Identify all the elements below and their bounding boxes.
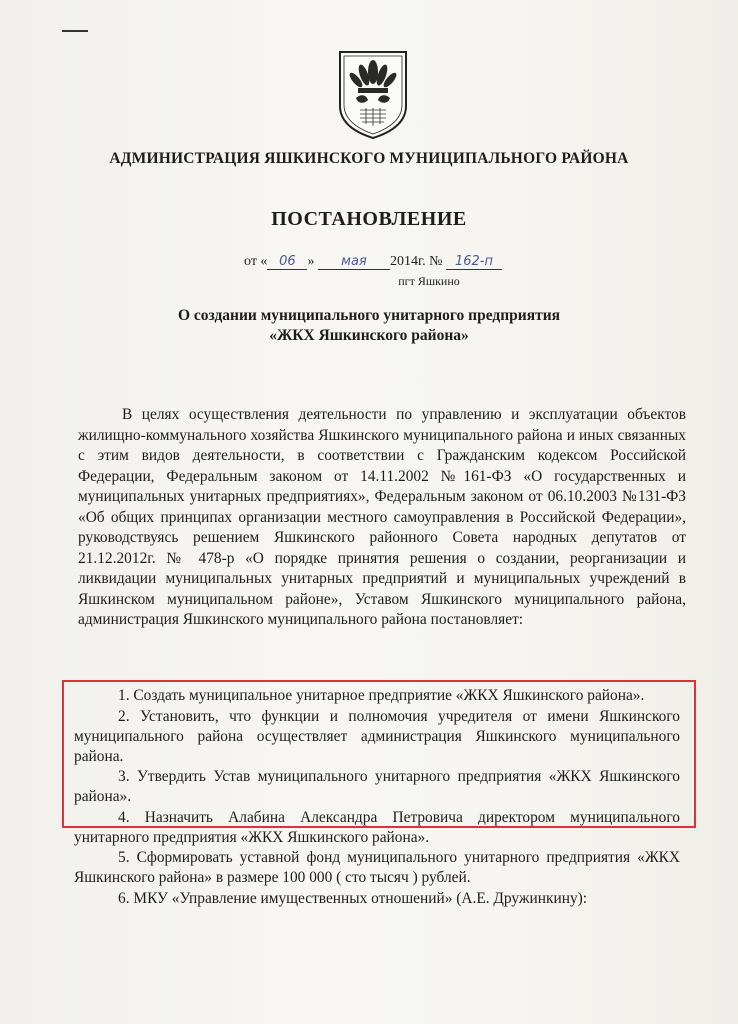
document-subject <box>0 306 738 346</box>
date-prefix: от « <box>244 254 268 269</box>
document-type-title: ПОСТАНОВЛЕНИЕ <box>271 208 467 230</box>
item-5: 5. Сформировать уставной фонд муниципального унитарного предприятия «ЖКХ Яшкинского района» в размере 100 000 ( сто тысяч ) рублей. <box>74 849 680 886</box>
date-day: 06 <box>267 254 307 270</box>
item-4: 4. Назначить Алабина Александра Петровича директором муниципального унитарного предприятия «ЖКХ Яшкинского района». <box>74 808 680 846</box>
corner-mark <box>62 30 88 32</box>
subject-line-1: О создании муниципального унитарного предприятия <box>177 307 561 324</box>
date-number-line <box>244 254 502 270</box>
place-of-issue: пгт Яшкино <box>398 274 460 288</box>
coat-of-arms-emblem <box>334 48 412 140</box>
preamble-block <box>78 405 686 631</box>
item-3: 3. Утвердить Устав муниципального унитарного предприятия «ЖКХ Яшкинского района». <box>74 768 680 805</box>
item-1: 1. Создать муниципальное унитарное предприятие «ЖКХ Яшкинского района». <box>118 687 645 704</box>
highlight-box <box>62 680 696 828</box>
subject-line-2: «ЖКХ Яшкинского района» <box>269 327 469 344</box>
date-separator: » <box>307 254 315 269</box>
preamble-paragraph: В целях осуществления деятельности по управлению и эксплуатации объектов жилищно-коммунального хозяйства Яшкинского муниципального района и иных связанных с этим видов деятельности, в соответствии с Гражданским кодексом Российской Федерации, Федеральным законом от 14.11.2002 №161-ФЗ «О государственных и муниципальных унитарных предприятиях», Федеральным законом от 06.10.2003 №131-ФЗ «Об общих принципах организации местного самоуправления в Российской Федерации», руководствуясь решением Яшкинского районного Совета народных депутатов от 21.12.2012г. № 478-р «О порядке принятия решения о создании, реорганизации и ликвидации муниципальных унитарных предприятий и муниципальных учреждений в Яшкинском муниципальном районе», Уставом Яшкинского муниципального района, администрация Яшкинского муниципального района постановляет: <box>78 406 686 628</box>
date-year: 2014г. № <box>389 254 443 269</box>
document-number: 162-п <box>446 254 502 270</box>
organization-title: АДМИНИСТРАЦИЯ ЯШКИНСКОГО МУНИЦИПАЛЬНОГО РАЙОНА <box>109 150 629 167</box>
item-2: 2. Установить, что функции и полномочия учредителя от имени Яшкинского муниципального района осуществляет администрация Яшкинского муниципального района. <box>74 707 680 765</box>
date-month: мая <box>318 254 390 270</box>
item-6: 6. МКУ «Управление имущественных отношений» (А.Е. Дружинкину): <box>118 889 588 907</box>
